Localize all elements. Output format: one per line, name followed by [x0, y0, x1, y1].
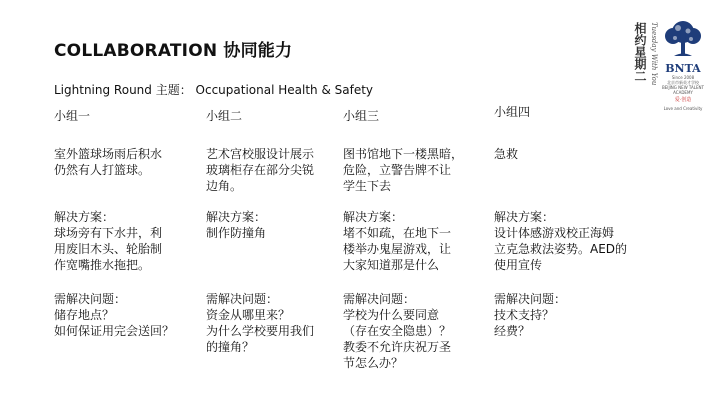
logo-motto: Love and Creativity [663, 106, 703, 111]
group-issues: 需解决问题： 学校为什么要同意 （存在安全隐患）？ 教委不允许庆祝万圣 节怎么办？ [343, 292, 452, 370]
group-name: 小组二 [206, 109, 243, 123]
slide-subtitle: Lightning Round 主题： Occupational Health & Safety [54, 83, 374, 97]
logo-slogan: 爱·创造 [674, 97, 692, 103]
tree-icon [660, 18, 706, 58]
group-situation: 图书馆地下一楼黑暗， 危险，立警告牌不让 学生下去 [343, 147, 464, 193]
logo-school-cn: 北京市新英才学校 [667, 80, 699, 85]
slide-title: COLLABORATION 协同能力 [54, 41, 293, 61]
group-solution: 解决方案： 球场旁有下水井，利 用废旧木头、轮胎制 作宽嘴推水拖把。 [54, 210, 163, 272]
logo-since-and-school [660, 75, 706, 95]
group-name: 小组一 [54, 109, 91, 123]
logo-latin-vertical: Tuesday With You [650, 22, 658, 86]
logo-school-en: BEIJING NEW TALENT ACADEMY [662, 85, 704, 95]
group-solution: 解决方案： 堵不如疏，在地下一 楼举办鬼屋游戏，让 大家知道那是什么 [343, 210, 452, 272]
group-situation: 急救 [494, 147, 519, 161]
group-name: 小组四 [494, 105, 531, 119]
group-situation: 室外篮球场雨后积水 仍然有人打篮球。 [54, 147, 163, 177]
group-issues: 需解决问题： 储存地点？ 如何保证用完会送回？ [54, 292, 175, 338]
group-situation: 艺术宫校服设计展示 玻璃柜存在部分尖锐 边角。 [206, 147, 315, 193]
logo-since: Since 2008 [671, 75, 695, 80]
logo-chinese-vertical: 相约星期二 [633, 22, 647, 82]
group-issues: 需解决问题： 技术支持？ 经费？ [494, 292, 567, 338]
group-solution: 解决方案： 设计体感游戏校正海姆 立克急救法姿势。AED的 使用宣传 [494, 210, 628, 272]
group-name: 小组三 [343, 109, 380, 123]
group-solution: 解决方案： 制作防撞角 [206, 210, 267, 240]
logo-brand: BNTA [665, 62, 701, 75]
school-logo [630, 16, 710, 146]
group-issues: 需解决问题： 资金从哪里来？ 为什么学校要用我们 的撞角？ [206, 292, 315, 354]
